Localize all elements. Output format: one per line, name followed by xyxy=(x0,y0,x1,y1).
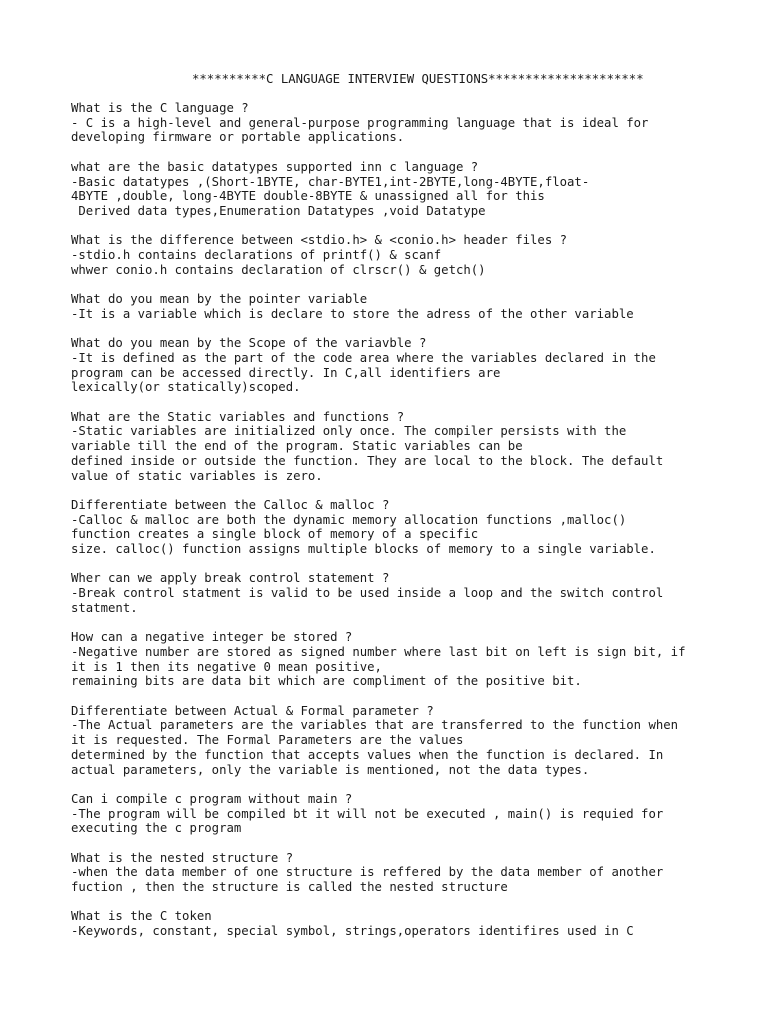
answer-line: variable till the end of the program. Static variables can be xyxy=(71,439,523,454)
answer-line: -stdio.h contains declarations of printf() & scanf xyxy=(71,248,442,262)
question-text: What do you mean by the Scope of the variavble ? xyxy=(71,336,427,351)
answer-line: executing the c program xyxy=(71,821,242,836)
question-text: Differentiate between Actual & Formal parameter ? xyxy=(71,703,434,718)
answer-line: -It is a variable which is declare to store the adress of the other variable xyxy=(71,306,634,321)
qa-item xyxy=(71,909,761,938)
qa-item xyxy=(71,630,761,689)
qa-list xyxy=(71,101,761,954)
answer-line: determined by the function that accepts values when the function is declared. In xyxy=(71,747,664,762)
page-title: **********C LANGUAGE INTERVIEW QUESTIONS********************* xyxy=(192,72,644,86)
answer-line: function creates a single block of memory of a specific xyxy=(71,527,479,542)
question-text: How can a negative integer be stored ? xyxy=(71,630,353,645)
qa-item xyxy=(71,498,761,557)
qa-item xyxy=(71,101,761,145)
answer-line: -Negative number are stored as signed number where last bit on left is sign bit, if xyxy=(71,644,686,659)
qa-item xyxy=(71,336,761,395)
qa-item xyxy=(71,233,761,277)
answer-line: size. calloc() function assigns multiple blocks of memory to a single variable. xyxy=(71,542,656,556)
answer-line: -It is defined as the part of the code area where the variables declared in the xyxy=(71,350,656,365)
qa-item xyxy=(71,851,761,895)
answer-line: whwer conio.h contains declaration of clrscr() & getch() xyxy=(71,262,486,277)
answer-line: defined inside or outside the function. They are local to the block. The default xyxy=(71,453,664,468)
answer-line: -The program will be compiled bt it will not be executed , main() is requied for xyxy=(71,806,664,821)
answer-line: fuction , then the structure is called the nested structure xyxy=(71,880,508,895)
answer-line: Derived data types,Enumeration Datatypes ,void Datatype xyxy=(71,203,486,218)
answer-line: actual parameters, only the variable is mentioned, not the data types. xyxy=(71,762,590,777)
answer-line: -Keywords, constant, special symbol, strings,operators identifires used in C xyxy=(71,924,634,939)
question-text: What is the nested structure ? xyxy=(71,850,294,865)
qa-item xyxy=(71,792,761,836)
question-text: What is the difference between <stdio.h> & <conio.h> header files ? xyxy=(71,233,568,248)
answer-line: developing firmware or portable applications. xyxy=(71,130,405,145)
answer-line: -Basic datatypes ,(Short-1BYTE, char-BYTE1,int-2BYTE,long-4BYTE,float- xyxy=(71,174,590,189)
answer-line: program can be accessed directly. In C,all identifiers are xyxy=(71,365,501,380)
answer-line: -Static variables are initialized only once. The compiler persists with the xyxy=(71,424,627,439)
answer-line: lexically(or statically)scoped. xyxy=(71,380,301,395)
answer-line: it is requested. The Formal Parameters are the values xyxy=(71,733,464,748)
qa-item xyxy=(71,704,761,778)
question-text: What do you mean by the pointer variable xyxy=(71,292,368,307)
question-text: what are the basic datatypes supported inn c language ? xyxy=(71,159,479,174)
question-text: Can i compile c program without main ? xyxy=(71,791,353,806)
qa-item xyxy=(71,571,761,615)
answer-line: -Calloc & malloc are both the dynamic memory allocation functions ,malloc() xyxy=(71,512,627,527)
answer-line: - C is a high-level and general-purpose programming language that is ideal for xyxy=(71,115,649,130)
question-text: What are the Static variables and functions ? xyxy=(71,409,405,424)
answer-line: -The Actual parameters are the variables that are transferred to the function when xyxy=(71,718,679,733)
qa-item xyxy=(71,160,761,219)
answer-line: remaining bits are data bit which are compliment of the positive bit. xyxy=(71,674,582,689)
answer-line: statment. xyxy=(71,600,138,615)
question-text: What is the C language ? xyxy=(71,101,249,115)
question-text: Wher can we apply break control statement ? xyxy=(71,571,390,586)
qa-item xyxy=(71,292,761,321)
question-text: What is the C token xyxy=(71,909,212,924)
answer-line: value of static variables is zero. xyxy=(71,468,323,483)
qa-item xyxy=(71,410,761,484)
answer-line: -Break control statment is valid to be used inside a loop and the switch control xyxy=(71,586,664,601)
answer-line: -when the data member of one structure is reffered by the data member of another xyxy=(71,865,664,880)
answer-line: 4BYTE ,double, long-4BYTE double-8BYTE & unassigned all for this xyxy=(71,189,545,204)
answer-line: it is 1 then its negative 0 mean positive, xyxy=(71,659,382,674)
question-text: Differentiate between the Calloc & malloc ? xyxy=(71,497,390,512)
